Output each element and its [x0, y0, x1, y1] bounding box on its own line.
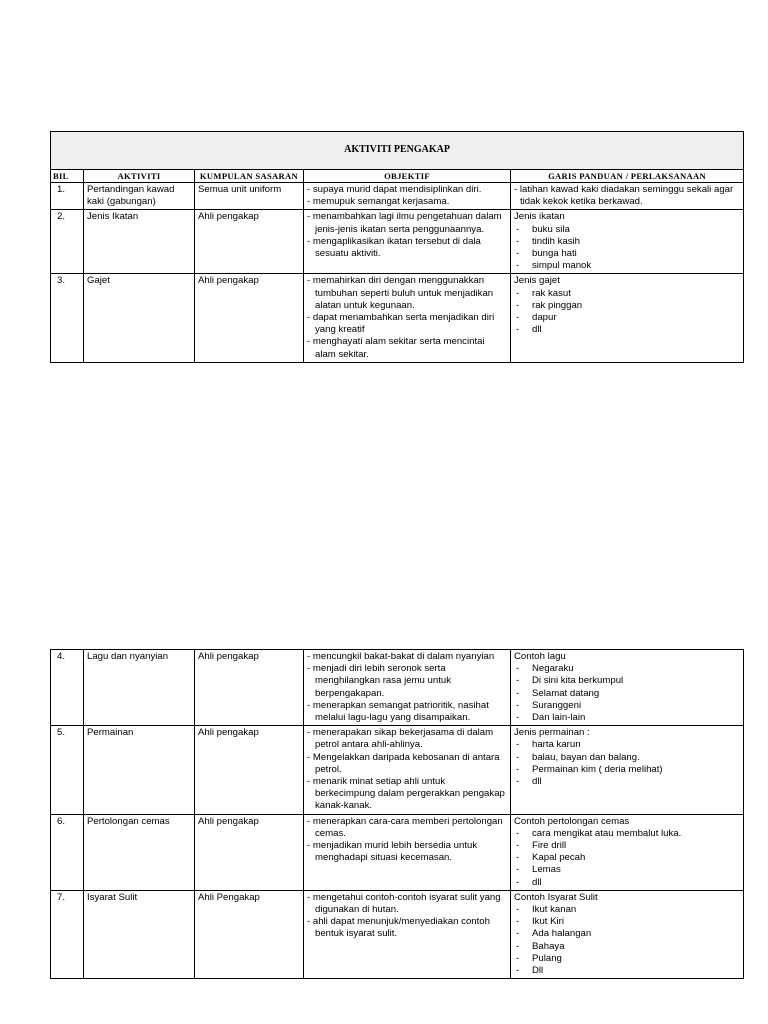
objective-cell: - memahirkan diri dengan menggunakkan tumbuhan seperti buluh untuk menjadikan alatan untuk kegunaan. - dapat menambahkan serta menjadikan diri yang kreatif - menghayati alam sekitar serta mencintai alam sekitar. — [304, 274, 511, 362]
header-objektif: OBJEKTIF — [304, 170, 511, 183]
table-row: 4. Lagu dan nyanyian Ahli pengakap - mencungkil bakat-bakat di dalam nyanyian - menjadi diri lebih seronok serta menghilangkan rasa jemu untuk berpengakapan. - menerapkan semangat patrioritik, nasihat melalui lagu-lagu yang disampaikan. Contoh lagu - Negaraku - Di sini kita berkumpul - Selamat datang - Suranggeni - Dan lain-lain — [51, 650, 744, 726]
objective-cell: - mencungkil bakat-bakat di dalam nyanyian - menjadi diri lebih seronok serta menghilangkan rasa jemu untuk berpengakapan. - menerapkan semangat patrioritik, nasihat melalui lagu-lagu yang disampaikan. — [304, 650, 511, 726]
guideline-cell: Contoh lagu - Negaraku - Di sini kita berkumpul - Selamat datang - Suranggeni - Dan lain-lain — [511, 650, 744, 726]
guideline-cell: Jenis gajet - rak kasut - rak pinggan - dapur - dll — [511, 274, 744, 362]
guideline-cell: Contoh Isyarat Sulit - Ikut kanan - Ikut Kiri - Ada halangan - Bahaya - Pulang - Dll — [511, 890, 744, 978]
objective-cell: - menerapkan cara-cara memberi pertolongan cemas. - menjadikan murid lebih bersedia untuk menghadapi situasi kecemasan. — [304, 814, 511, 890]
guideline-cell: - latihan kawad kaki diadakan seminggu sekali agar tidak kekok ketika berkawad. — [511, 183, 744, 210]
table-row: 6. Pertolongan cemas Ahli pengakap - menerapkan cara-cara memberi pertolongan cemas. - menjadikan murid lebih bersedia untuk menghadapi situasi kecemasan. Contoh pertolongan cemas - cara mengikat atau membalut luka. - Fire drill - Kapal pecah - Lemas - dll — [51, 814, 744, 890]
table-row: 2. Jenis Ikatan Ahli pengakap - menambahkan lagi ilmu pengetahuan dalam jenis-jenis ikatan serta penggunaannya. - mengaplikasikan ikatan tersebut di dala sesuatu aktiviti. Jenis ikatan - buku sila - tindih kasih - bunga hati - simpul manok — [51, 210, 744, 274]
objective-cell: - menambahkan lagi ilmu pengetahuan dalam jenis-jenis ikatan serta penggunaannya. - mengaplikasikan ikatan tersebut di dala sesuatu aktiviti. — [304, 210, 511, 274]
table-row: 5. Permainan Ahli pengakap - menerapakan sikap bekerjasama di dalam petrol antara ahli-ahlinya. - Mengelakkan daripada kebosanan di antara petrol. - menarik minat setiap ahli untuk berkecimpung dalam pergerakkan pengakap kanak-kanak. Jenis permainan : - harta karun - balau, bayan dan balang. - Permainan kim ( deria melihat) - dll — [51, 726, 744, 814]
activity-table-page-2 — [50, 649, 744, 979]
guideline-cell: Jenis ikatan - buku sila - tindih kasih - bunga hati - simpul manok — [511, 210, 744, 274]
guideline-cell: Contoh pertolongan cemas - cara mengikat atau membalut luka. - Fire drill - Kapal pecah - Lemas - dll — [511, 814, 744, 890]
table-row: 3. Gajet Ahli pengakap - memahirkan diri dengan menggunakkan tumbuhan seperti buluh untuk menjadikan alatan untuk kegunaan. - dapat menambahkan serta menjadikan diri yang kreatif - menghayati alam sekitar serta mencintai alam sekitar. Jenis gajet - rak kasut - rak pinggan - dapur - dll — [51, 274, 744, 362]
objective-cell: - mengetahui contoh-contoh isyarat sulit yang digunakan di hutan. - ahli dapat menunjuk/menyediakan contoh bentuk isyarat sulit. — [304, 890, 511, 978]
header-bil: BIL — [51, 170, 84, 183]
table-row: 7. Isyarat Sulit Ahli Pengakap - mengetahui contoh-contoh isyarat sulit yang digunakan di hutan. - ahli dapat menunjuk/menyediakan contoh bentuk isyarat sulit. Contoh Isyarat Sulit - Ikut kanan - Ikut Kiri - Ada halangan - Bahaya - Pulang - Dll — [51, 890, 744, 978]
activity-table-page-1 — [50, 131, 744, 363]
objective-cell: - menerapakan sikap bekerjasama di dalam petrol antara ahli-ahlinya. - Mengelakkan daripada kebosanan di antara petrol. - menarik minat setiap ahli untuk berkecimpung dalam pergerakkan pengakap kanak-kanak. — [304, 726, 511, 814]
header-kumpulan-sasaran: KUMPULAN SASARAN — [195, 170, 304, 183]
header-aktiviti: AKTIVITI — [84, 170, 195, 183]
header-garis-panduan: GARIS PANDUAN / PERLAKSANAAN — [511, 170, 744, 183]
header-row — [51, 170, 744, 183]
objective-cell: - supaya murid dapat mendisiplinkan diri. - memupuk semangat kerjasama. — [304, 183, 511, 210]
guideline-cell: Jenis permainan : - harta karun - balau, bayan dan balang. - Permainan kim ( deria melihat) - dll — [511, 726, 744, 814]
table-title: AKTIVITI PENGAKAP — [51, 132, 744, 170]
table-row: 1. Pertandingan kawad kaki (gabungan) Semua unit uniform - supaya murid dapat mendisiplinkan diri. - memupuk semangat kerjasama. - latihan kawad kaki diadakan seminggu sekali agar tidak kekok ketika berkawad. — [51, 183, 744, 210]
